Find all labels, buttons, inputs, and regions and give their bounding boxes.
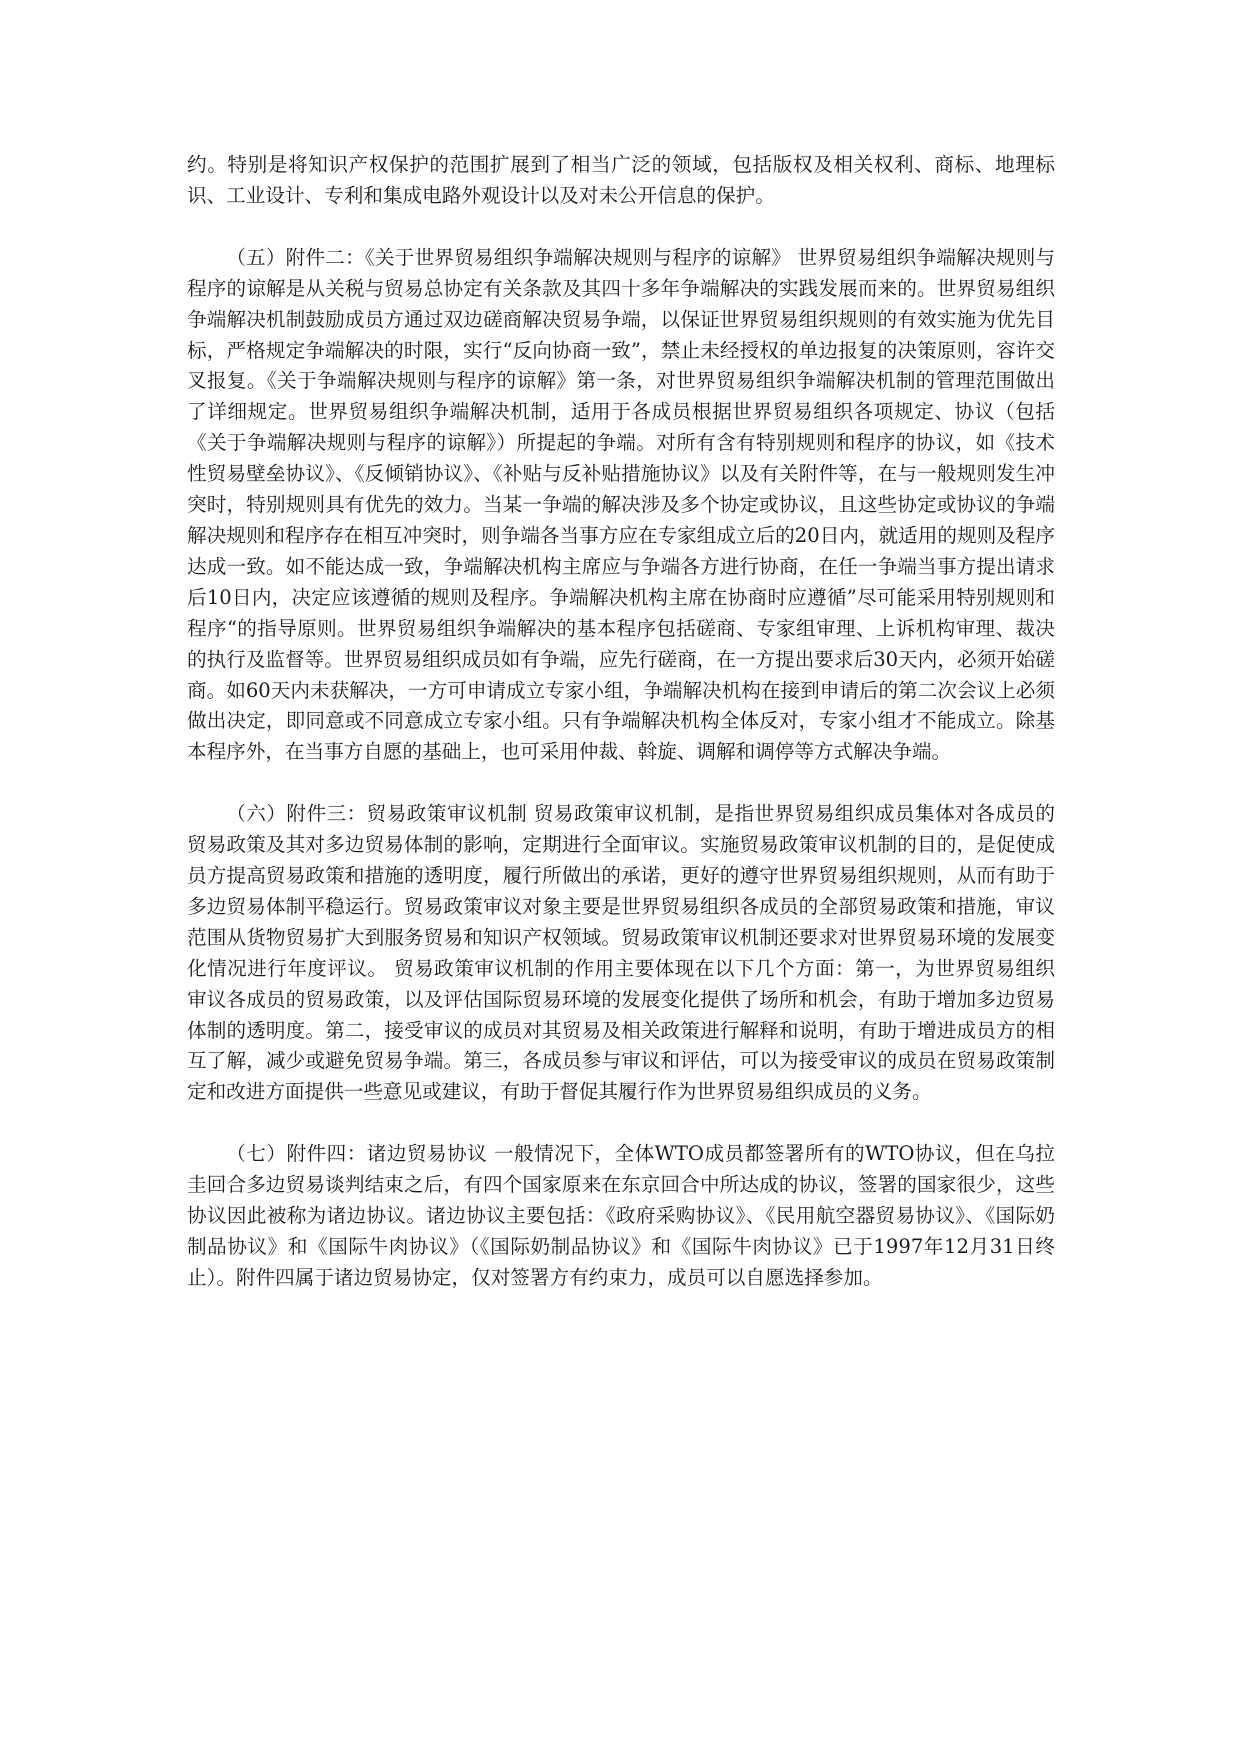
paragraph-intro: 约。特别是将知识产权保护的范围扩展到了相当广泛的领域，包括版权及相关权利、商标、地理标识、工业设计、专利和集成电路外观设计以及对未公开信息的保护。 [187,153,1055,207]
document-body [187,150,1055,1325]
paragraph-annex-4-plurilateral-agreements: （七）附件四：诸边贸易协议 一般情况下，全体WTO成员都签署所有的WTO协议，但在乌拉圭回合多边贸易谈判结束之后，有四个国家原来在东京回合中所达成的协议，签署的国家很少，这些协议因此被称为诸边协议。诸边协议主要包括：《政府采购协议》、《民用航空器贸易协议》、《国际奶制品协议》和《国际牛肉协议》（《国际奶制品协议》和《国际牛肉协议》已于1997年12月31日终止）。附件四属于诸边贸易协定，仅对签署方有约束力，成员可以自愿选择参加。 [187,1142,1055,1289]
paragraph-annex-2-dispute-settlement: （五）附件二：《关于世界贸易组织争端解决规则与程序的谅解》 世界贸易组织争端解决规则与程序的谅解是从关税与贸易总协定有关条款及其四十多年争端解决的实践发展而来的。世界贸易组织争端解决机制鼓励成员方通过双边磋商解决贸易争端，以保证世界贸易组织规则的有效实施为优先目标，严格规定争端解决的时限，实行“反向协商一致”，禁止未经授权的单边报复的决策原则，容许交叉报复。《关于争端解决规则与程序的谅解》第一条，对世界贸易组织争端解决机制的管理范围做出了详细规定。世界贸易组织争端解决机制，适用于各成员根据世界贸易组织各项规定、协议（包括《关于争端解决规则与程序的谅解》）所提起的争端。对所有含有特别规则和程序的协议，如《技术性贸易壁垒协议》、《反倾销协议》、《补贴与反补贴措施协议》以及有关附件等，在与一般规则发生冲突时，特别规则具有优先的效力。当某一争端的解决涉及多个协定或协议，且这些协定或协议的争端解决规则和程序存在相互冲突时，则争端各当事方应在专家组成立后的20日内，就适用的规则及程序达成一致。如不能达成一致，争端解决机构主席应与争端各方进行协商，在任一争端当事方提出请求后10日内，决定应该遵循的规则及程序。争端解决机构主席在协商时应遵循”尽可能采用特别规则和程序“的指导原则。世界贸易组织争端解决的基本程序包括磋商、专家组审理、上诉机构审理、裁决的执行及监督等。世界贸易组织成员如有争端，应先行磋商，在一方提出要求后30天内，必须开始磋商。如60天内未获解决，一方可申请成立专家小组，争端解决机构在接到申请后的第二次会议上必须做出决定，即同意或不同意成立专家小组。只有争端解决机构全体反对，专家小组才不能成立。除基本程序外，在当事方自愿的基础上，也可采用仲裁、斡旋、调解和调停等方式解决争端。 [187,245,1055,764]
paragraph-annex-3-trade-policy-review: （六）附件三：贸易政策审议机制 贸易政策审议机制，是指世界贸易组织成员集体对各成员的贸易政策及其对多边贸易体制的影响，定期进行全面审议。实施贸易政策审议机制的目的，是促使成员方提高贸易政策和措施的透明度，履行所做出的承诺，更好的遵守世界贸易组织规则，从而有助于多边贸易体制平稳运行。贸易政策审议对象主要是世界贸易组织各成员的全部贸易政策和措施，审议范围从货物贸易扩大到服务贸易和知识产权领域。贸易政策审议机制还要求对世界贸易环境的发展变化情况进行年度评议。 贸易政策审议机制的作用主要体现在以下几个方面：第一，为世界贸易组织审议各成员的贸易政策，以及评估国际贸易环境的发展变化提供了场所和机会，有助于增加多边贸易体制的透明度。第二，接受审议的成员对其贸易及相关政策进行解释和说明，有助于增进成员方的相互了解，减少或避免贸易争端。第三，各成员参与审议和评估，可以为接受审议的成员在贸易政策制定和改进方面提供一些意见或建议，有助于督促其履行作为世界贸易组织成员的义务。 [187,802,1055,1104]
